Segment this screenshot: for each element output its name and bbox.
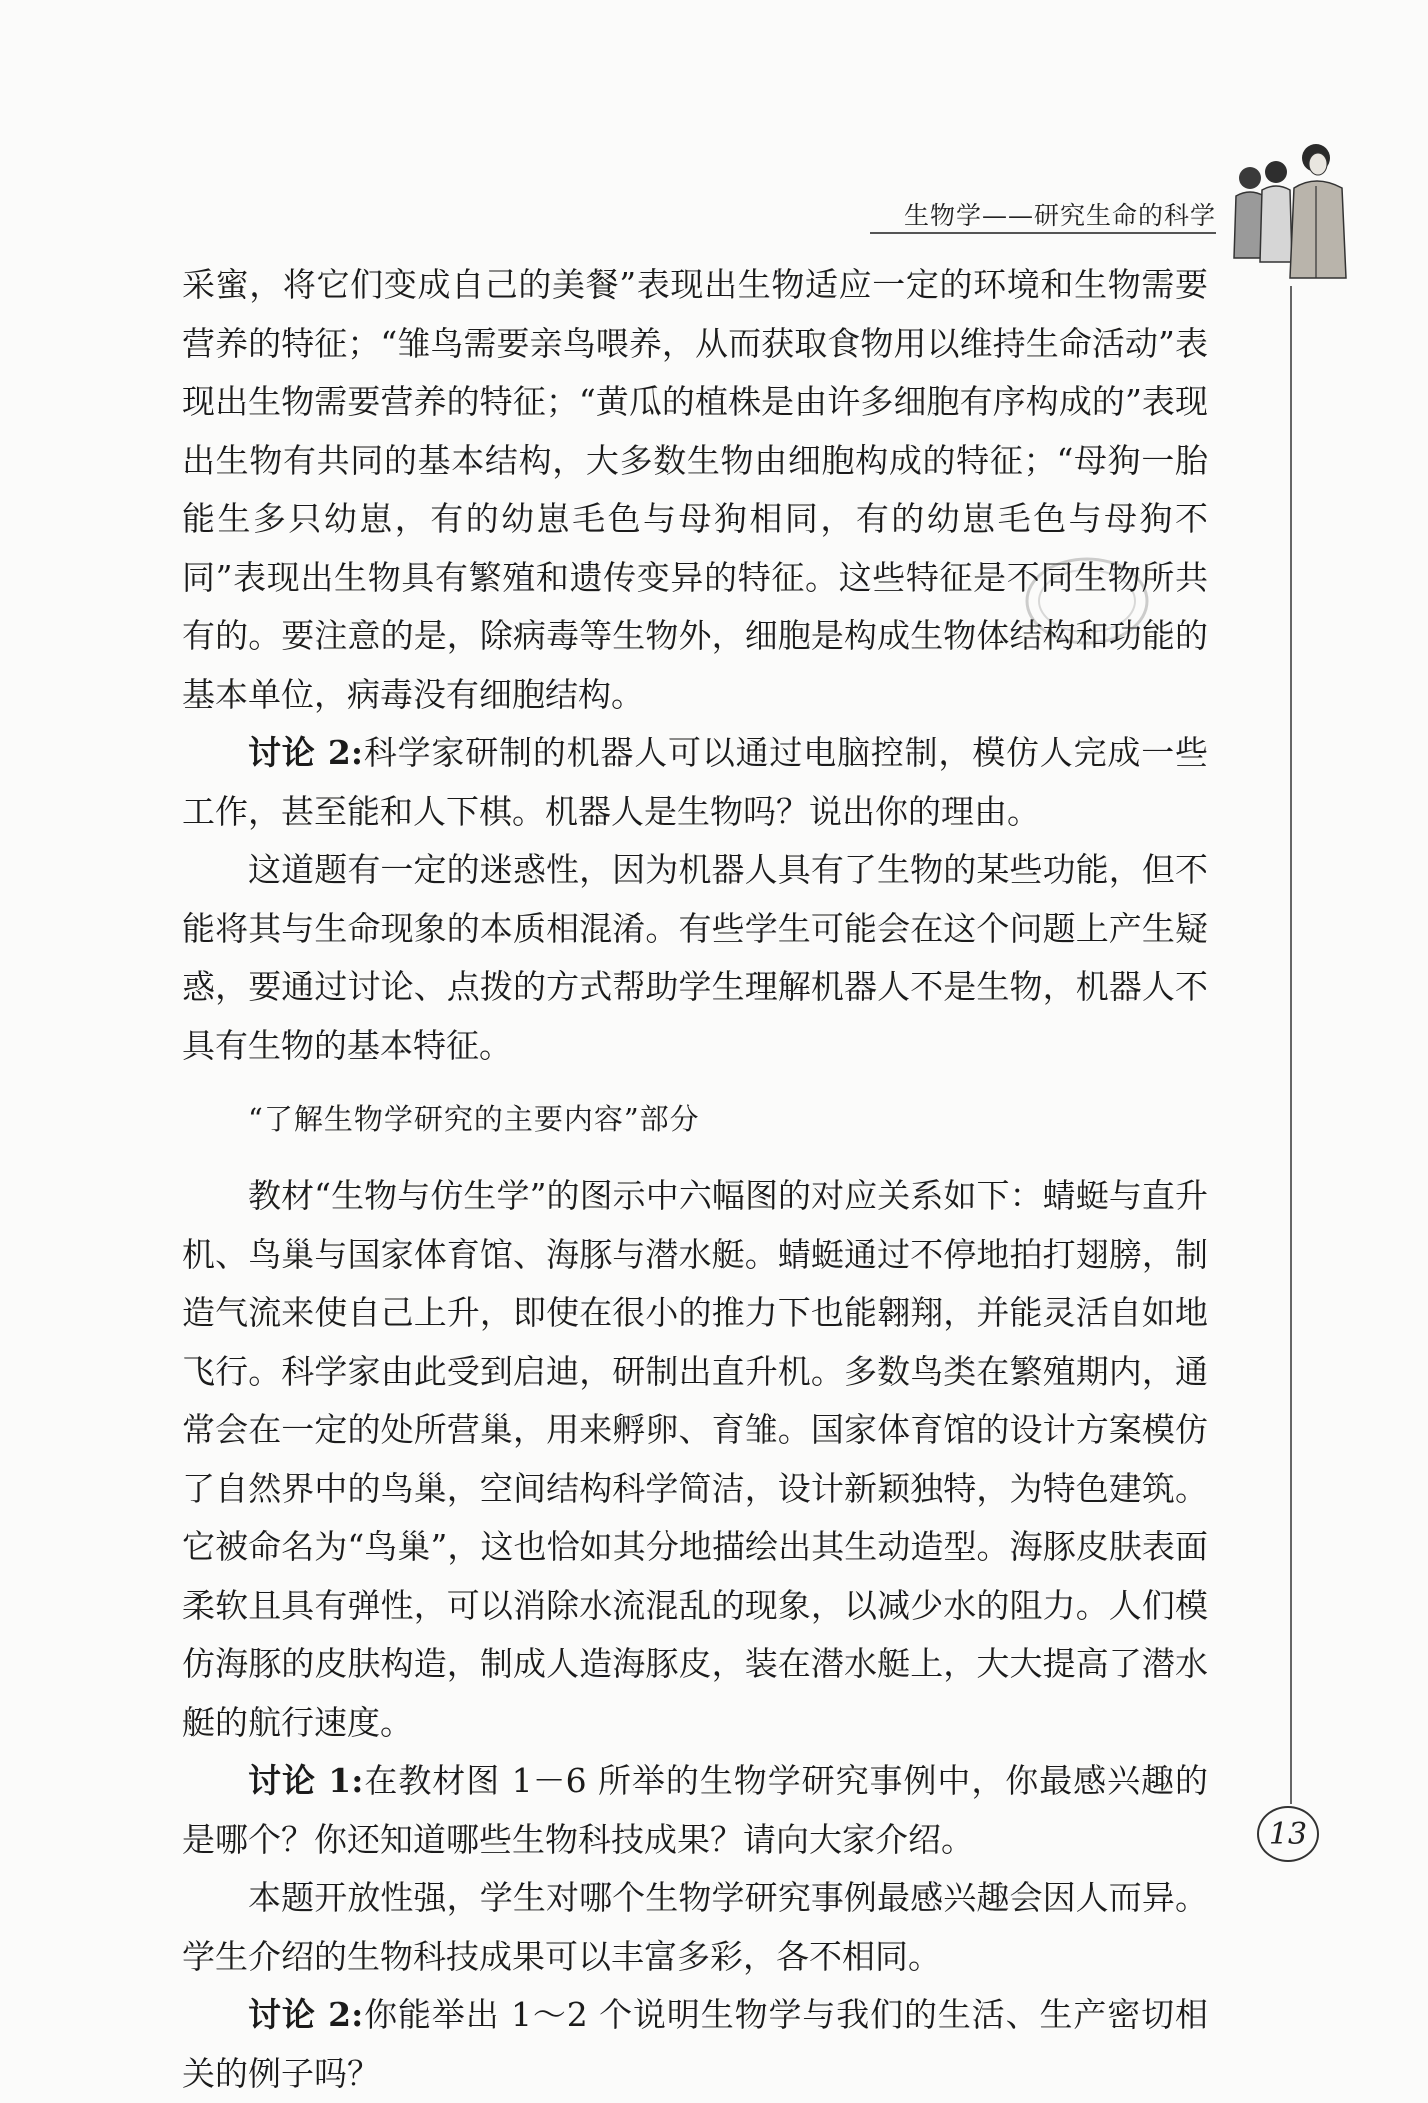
paragraph: 这道题有一定的迷惑性，因为机器人具有了生物的某些功能，但不能将其与生命现象的本质相混淆。有些学生可能会在这个问题上产生疑惑，要通过讨论、点拨的方式帮助学生理解机器人不是生物，机器人不具有生物的基本特征。 — [182, 850, 1208, 1065]
paragraph: 采蜜，将它们变成自己的美餐”表现出生物适应一定的环境和生物需要营养的特征；“雏鸟需要亲鸟喂养，从而获取食物用以维持生命活动”表现出生物需要营养的特征；“黄瓜的植株是由许多细胞有序构成的”表现出生物有共同的基本结构，大多数生物由细胞构成的特征；“母狗一胎能生多只幼崽，有的幼崽毛色与母狗相同，有的幼崽毛色与母狗不同”表现出生物具有繁殖和遗传变异的特征。这些特征是不同生物所共有的。要注意的是，除病毒等生物外，细胞是构成生物体结构和功能的基本单位，病毒没有细胞结构。 — [182, 265, 1208, 714]
margin-rule — [1290, 286, 1292, 1804]
section-heading: “了解生物学研究的主要内容”部分 — [248, 1102, 700, 1136]
discussion-label: 讨论 2: — [248, 733, 364, 772]
discussion-2-question — [182, 1986, 1208, 2103]
discussion-text: 科学家研制的机器人可以通过电脑控制，模仿人完成一些工作，甚至能和人下棋。机器人是生物吗？说出你的理由。 — [182, 733, 1208, 831]
discussion-text: 在教材图 1－6 所举的生物学研究事例中，你最感兴趣的是哪个？你还知道哪些生物科技成果？请向大家介绍。 — [182, 1761, 1208, 1859]
discussion-label: 讨论 1: — [248, 1761, 364, 1800]
running-header-title: 生物学——研究生命的科学 — [904, 201, 1217, 230]
page-number: 13 — [1257, 1806, 1319, 1862]
discussion-label: 讨论 2: — [248, 1995, 364, 2034]
paragraph: 本题开放性强，学生对哪个生物学研究事例最感兴趣会因人而异。学生介绍的生物科技成果可以丰富多彩，各不相同。 — [182, 1878, 1208, 1976]
header-rule — [870, 232, 1216, 234]
discussion-2-question — [182, 724, 1208, 841]
page-body — [182, 256, 1208, 2103]
discussion-text: 你能举出 1～2 个说明生物学与我们的生活、生产密切相关的例子吗？ — [182, 1995, 1208, 2093]
teacher-and-students-icon — [1222, 140, 1350, 282]
paragraph: 教材“生物与仿生学”的图示中六幅图的对应关系如下：蜻蜓与直升机、鸟巢与国家体育馆、海豚与潜水艇。蜻蜓通过不停地拍打翅膀，制造气流来使自己上升，即使在很小的推力下也能翱翔，并能灵活自如地飞行。科学家由此受到启迪，研制出直升机。多数鸟类在繁殖期内，通常会在一定的处所营巢，用来孵卵、育雏。国家体育馆的设计方案模仿了自然界中的鸟巢，空间结构科学简洁，设计新颖独特，为特色建筑。它被命名为“鸟巢”，这也恰如其分地描绘出其生动造型。海豚皮肤表面柔软且具有弹性，可以消除水流混乱的现象，以减少水的阻力。人们模仿海豚的皮肤构造，制成人造海豚皮，装在潜水艇上，大大提高了潜水艇的航行速度。 — [182, 1176, 1208, 1742]
discussion-1-question — [182, 1752, 1208, 1869]
